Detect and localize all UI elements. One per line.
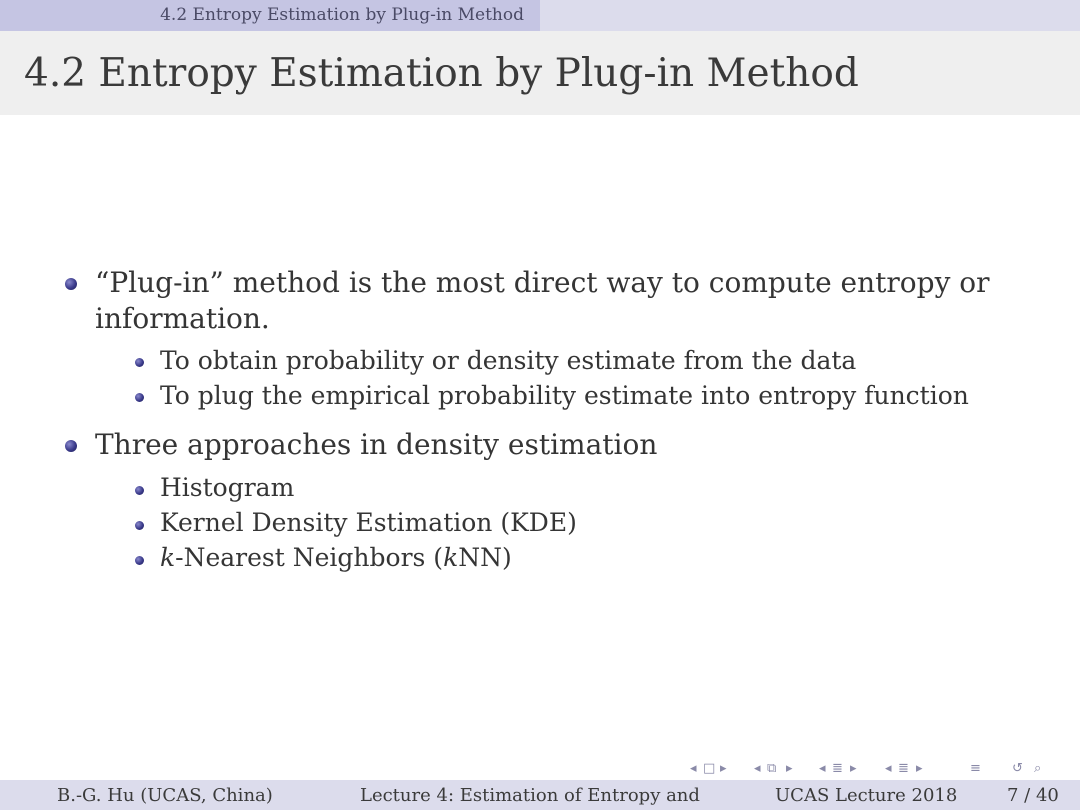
footer-bar bbox=[0, 780, 1080, 810]
arrow-right-icon[interactable]: ▸ bbox=[916, 761, 923, 776]
arrow-right-icon[interactable]: ▸ bbox=[720, 761, 727, 776]
frame-title: 4.2 Entropy Estimation by Plug-in Method bbox=[24, 51, 859, 96]
sub-bullet-item-knn bbox=[160, 541, 512, 575]
sub-bullet-icon bbox=[135, 521, 144, 530]
footer-author: B.-G. Hu (UCAS, China) bbox=[57, 785, 273, 806]
undo-icon[interactable]: ↺ bbox=[1012, 761, 1023, 776]
sub-bullet-icon bbox=[135, 556, 144, 565]
arrow-right-icon[interactable]: ▸ bbox=[850, 761, 857, 776]
bullet-item-line: information. bbox=[95, 302, 270, 335]
footer-event: UCAS Lecture 2018 bbox=[775, 785, 958, 806]
section-icon[interactable]: ≣ bbox=[832, 761, 843, 776]
sub-bullet-icon bbox=[135, 486, 144, 495]
bullet-icon bbox=[65, 278, 77, 290]
headline-section-link[interactable]: 4.2 Entropy Estimation by Plug-in Method bbox=[0, 0, 540, 31]
arrow-right-icon[interactable]: ▸ bbox=[786, 761, 793, 776]
beamer-navigation bbox=[690, 760, 1080, 778]
bullet-icon bbox=[65, 440, 77, 452]
subsection-icon[interactable]: ⧉ bbox=[767, 761, 777, 776]
sub-bullet-item: Histogram bbox=[160, 473, 295, 502]
math-k: k bbox=[160, 543, 176, 572]
sub-bullet-item: To plug the empirical probability estimate into entropy function bbox=[160, 381, 969, 410]
arrow-left-icon[interactable]: ◂ bbox=[819, 761, 826, 776]
bullet-item-line: “Plug-in” method is the most direct way to compute entropy or bbox=[95, 266, 990, 299]
footer-page-number: 7 / 40 bbox=[1007, 785, 1059, 806]
footer-title: Lecture 4: Estimation of Entropy and bbox=[360, 785, 700, 806]
knn-text: NN) bbox=[458, 543, 512, 572]
align-icon[interactable]: ≡ bbox=[970, 761, 981, 776]
doc-icon[interactable]: ≣ bbox=[898, 761, 909, 776]
math-k: k bbox=[443, 543, 459, 572]
frame-icon[interactable]: □ bbox=[703, 761, 716, 776]
bullet-item-plugin bbox=[95, 265, 990, 337]
sub-bullet-icon bbox=[135, 393, 144, 402]
arrow-left-icon[interactable]: ◂ bbox=[690, 761, 697, 776]
sub-bullet-icon bbox=[135, 358, 144, 367]
arrow-left-icon[interactable]: ◂ bbox=[754, 761, 761, 776]
search-icon[interactable]: ⌕ bbox=[1034, 761, 1042, 776]
knn-text: -Nearest Neighbors ( bbox=[175, 543, 444, 572]
bullet-item-approaches: Three approaches in density estimation bbox=[95, 428, 658, 461]
arrow-left-icon[interactable]: ◂ bbox=[885, 761, 892, 776]
sub-bullet-item: To obtain probability or density estimate from the data bbox=[160, 346, 857, 375]
sub-bullet-item: Kernel Density Estimation (KDE) bbox=[160, 508, 577, 537]
